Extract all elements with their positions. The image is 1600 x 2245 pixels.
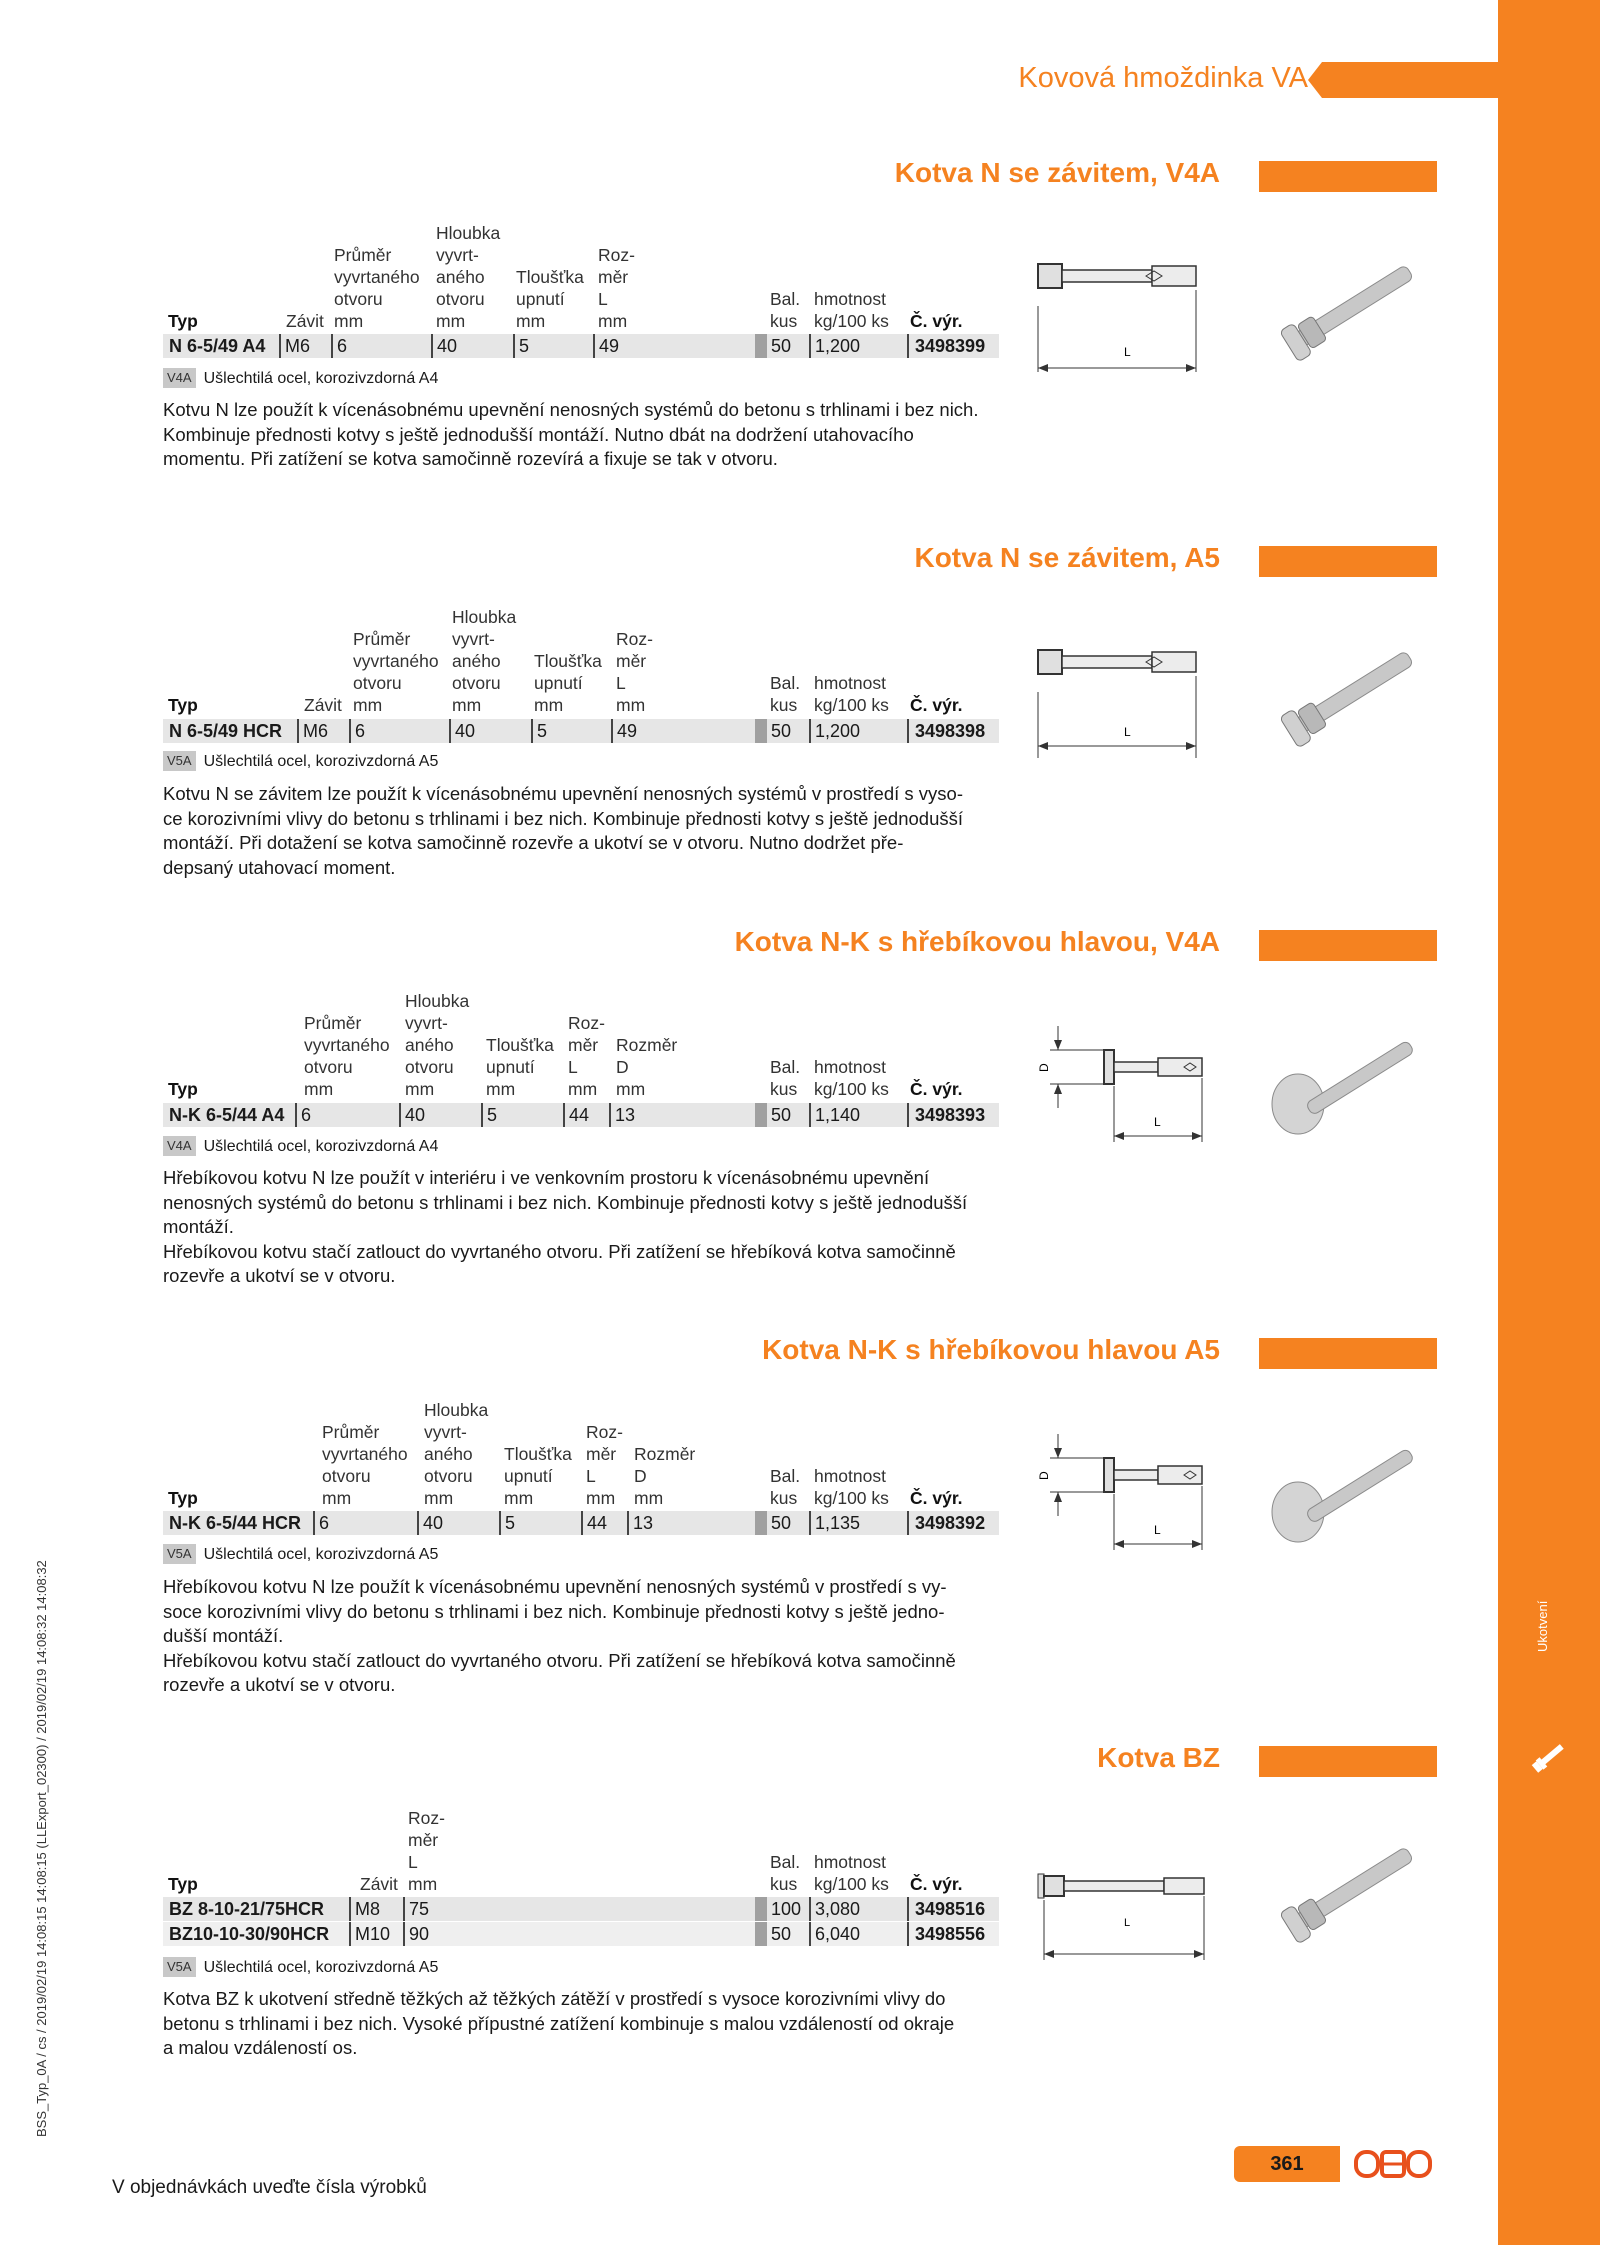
cell-hmotnost: 3,080 bbox=[809, 1897, 860, 1921]
col-header-hloubka: Hloubka vyvrt- aného otvoru mm bbox=[452, 607, 517, 715]
cell-prumer: 6 bbox=[349, 719, 365, 743]
material-note bbox=[163, 751, 438, 773]
col-header-cvyr: Č. výr. bbox=[910, 1079, 963, 1099]
col-header-typ: Typ bbox=[168, 695, 198, 715]
cell-hloubka: 40 bbox=[431, 334, 457, 358]
col-header-hmotnost: hmotnost kg/100 ks bbox=[814, 1852, 889, 1894]
anchor-technical-drawing bbox=[1034, 632, 1234, 762]
col-header-tloustka: Tloušťka upnutí mm bbox=[534, 651, 602, 715]
table-row bbox=[163, 1511, 999, 1535]
cell-rozmer-l: 75 bbox=[403, 1897, 429, 1921]
row-separator-block bbox=[755, 1897, 767, 1921]
cell-prumer: 6 bbox=[331, 334, 347, 358]
cell-rozmer-l: 44 bbox=[581, 1511, 607, 1535]
col-header-rozmer-l: Roz- měr L mm bbox=[616, 629, 653, 715]
cell-tloustka: 5 bbox=[481, 1103, 497, 1127]
cell-typ: N-K 6-5/44 A4 bbox=[169, 1105, 285, 1125]
section-title-nk-a5: Kotva N-K s hřebíkovou hlavou A5 bbox=[762, 1334, 1220, 1365]
material-note bbox=[163, 1544, 438, 1566]
section-title-nk-v4a: Kotva N-K s hřebíkovou hlavou, V4A bbox=[734, 926, 1220, 957]
dimension-label-l: L bbox=[1124, 345, 1131, 359]
cell-bal: 50 bbox=[771, 721, 792, 741]
row-separator-block bbox=[755, 334, 767, 358]
row-separator-block bbox=[755, 1922, 767, 1946]
anchor-product-photo bbox=[1262, 1022, 1436, 1146]
cell-hmotnost: 1,200 bbox=[809, 719, 860, 743]
col-header-zavit: Závit bbox=[304, 695, 342, 715]
cell-cvyr: 3498398 bbox=[907, 719, 985, 743]
side-category-label: Ukotvení bbox=[1535, 1600, 1550, 1652]
section-tab-marker bbox=[1259, 1338, 1437, 1369]
cell-prumer: 6 bbox=[295, 1103, 311, 1127]
material-badge: V5A bbox=[163, 1544, 196, 1564]
col-header-prumer: Průměr vyvrtaného otvoru mm bbox=[322, 1422, 408, 1508]
dimension-label-d: D bbox=[1037, 1063, 1051, 1072]
col-header-rozmer-l: Roz- měr L mm bbox=[586, 1422, 623, 1508]
cell-cvyr: 3498393 bbox=[907, 1103, 985, 1127]
col-header-hmotnost: hmotnost kg/100 ks bbox=[814, 1466, 889, 1508]
cell-zavit: M8 bbox=[349, 1897, 380, 1921]
table-row bbox=[163, 334, 999, 358]
section-title-n-v4a: Kotva N se závitem, V4A bbox=[894, 157, 1220, 188]
anchor-product-photo bbox=[1266, 246, 1436, 370]
row-separator-block bbox=[755, 1103, 767, 1127]
cell-bal: 50 bbox=[771, 1513, 792, 1533]
material-badge: V4A bbox=[163, 368, 196, 388]
cell-hloubka: 40 bbox=[399, 1103, 425, 1127]
col-header-hmotnost: hmotnost kg/100 ks bbox=[814, 289, 889, 331]
cell-bal: 100 bbox=[771, 1899, 802, 1919]
cell-hmotnost: 6,040 bbox=[809, 1922, 860, 1946]
print-metadata: BSS_Typ_0A / cs / 2019/02/19 14:08:15 14:08:15 (LLExport_02300) / 2019/02/19 14:08:32 14:08:32 bbox=[34, 1560, 49, 2137]
page-number: 361 bbox=[1234, 2146, 1340, 2182]
cell-cvyr: 3498556 bbox=[907, 1922, 985, 1946]
col-header-hmotnost: hmotnost kg/100 ks bbox=[814, 1057, 889, 1099]
col-header-rozmer-l: Roz- měr L mm bbox=[408, 1808, 445, 1894]
section-title-n-a5: Kotva N se závitem, A5 bbox=[914, 542, 1220, 573]
anchor-technical-drawing bbox=[1034, 1434, 1234, 1554]
col-header-tloustka: Tloušťka upnutí mm bbox=[504, 1444, 572, 1508]
col-header-cvyr: Č. výr. bbox=[910, 311, 963, 331]
col-header-rozmer-l: Roz- měr L mm bbox=[598, 245, 635, 331]
table-row bbox=[163, 1897, 999, 1921]
col-header-prumer: Průměr vyvrtaného otvoru mm bbox=[304, 1013, 390, 1099]
col-header-cvyr: Č. výr. bbox=[910, 695, 963, 715]
cell-cvyr: 3498392 bbox=[907, 1511, 985, 1535]
col-header-typ: Typ bbox=[168, 1874, 198, 1894]
col-header-zavit: Závit bbox=[360, 1874, 398, 1894]
col-header-typ: Typ bbox=[168, 311, 198, 331]
material-note bbox=[163, 368, 438, 390]
col-header-prumer: Průměr vyvrtaného otvoru mm bbox=[334, 245, 420, 331]
cell-bal: 50 bbox=[771, 336, 792, 356]
material-text: Ušlechtilá ocel, korozivzdorná A5 bbox=[203, 1959, 439, 1976]
cell-tloustka: 5 bbox=[499, 1511, 515, 1535]
section-description: Kotvu N se závitem lze použít k vícenásobnému upevnění nenosných systémů v prostředí s vyso- ce korozivními vlivy do betonu s trhlinami i bez nich. Kombinuje přednosti kotvy s ještě jednodušší montáží. Při dotažení se kotva samočinně rozevře a ukotví se v otvoru. Nutno dodržet pře- depsaný utahovací moment. bbox=[163, 783, 963, 878]
side-orange-bar bbox=[1498, 0, 1600, 2245]
page-header-title: Kovová hmoždinka VA bbox=[1018, 62, 1308, 94]
cell-hloubka: 40 bbox=[449, 719, 475, 743]
dimension-label-l: L bbox=[1154, 1523, 1161, 1537]
cell-typ: BZ10-10-30/90HCR bbox=[169, 1924, 330, 1944]
cell-rozmer-l: 90 bbox=[403, 1922, 429, 1946]
table-row bbox=[163, 1103, 999, 1127]
col-header-rozmer-l: Roz- měr L mm bbox=[568, 1013, 605, 1099]
cell-typ: N 6-5/49 HCR bbox=[169, 721, 283, 741]
cell-tloustka: 5 bbox=[513, 334, 529, 358]
col-header-hmotnost: hmotnost kg/100 ks bbox=[814, 673, 889, 715]
col-header-hloubka: Hloubka vyvrt- aného otvoru mm bbox=[424, 1400, 489, 1508]
header-tab-marker bbox=[1322, 62, 1498, 98]
table-row bbox=[163, 719, 999, 743]
cell-tloustka: 5 bbox=[531, 719, 547, 743]
dimension-label-d: D bbox=[1037, 1471, 1051, 1480]
anchor-bolt-icon bbox=[1528, 1738, 1568, 1778]
section-tab-marker bbox=[1259, 161, 1437, 192]
material-badge: V5A bbox=[163, 1957, 196, 1977]
section-tab-marker bbox=[1259, 930, 1437, 961]
col-header-rozmer-d: Rozměr D mm bbox=[634, 1444, 696, 1508]
col-header-bal: Bal. kus bbox=[770, 1466, 801, 1508]
cell-hmotnost: 1,135 bbox=[809, 1511, 860, 1535]
cell-typ: N 6-5/49 A4 bbox=[169, 336, 266, 356]
col-header-typ: Typ bbox=[168, 1488, 198, 1508]
dimension-label-l: L bbox=[1124, 1917, 1131, 1929]
material-text: Ušlechtilá ocel, korozivzdorná A4 bbox=[203, 1138, 439, 1155]
cell-hmotnost: 1,200 bbox=[809, 334, 860, 358]
col-header-typ: Typ bbox=[168, 1079, 198, 1099]
col-header-bal: Bal. kus bbox=[770, 1057, 801, 1099]
row-separator-block bbox=[755, 1511, 767, 1535]
cell-hmotnost: 1,140 bbox=[809, 1103, 860, 1127]
col-header-cvyr: Č. výr. bbox=[910, 1874, 963, 1894]
section-title-bz: Kotva BZ bbox=[1097, 1742, 1220, 1773]
section-description: Kotvu N lze použít k vícenásobnému upevnění nenosných systémů do betonu s trhlinami i bez nich. Kombinuje přednosti kotvy s ještě jednodušší montáží. Nutno dbát na dodržení utahovacího momentu. Při zatížení se kotva samočinně rozevírá a fixuje se tak v otvoru. bbox=[163, 399, 979, 469]
cell-prumer: 6 bbox=[313, 1511, 329, 1535]
material-badge: V4A bbox=[163, 1136, 196, 1156]
anchor-technical-drawing bbox=[1034, 246, 1234, 376]
anchor-technical-drawing bbox=[1034, 1850, 1234, 1970]
cell-hloubka: 40 bbox=[417, 1511, 443, 1535]
cell-zavit: M6 bbox=[297, 719, 328, 743]
dimension-label-l: L bbox=[1124, 725, 1131, 739]
material-note bbox=[163, 1957, 438, 1979]
col-header-zavit: Závit bbox=[286, 311, 324, 331]
anchor-technical-drawing bbox=[1034, 1026, 1234, 1146]
col-header-prumer: Průměr vyvrtaného otvoru mm bbox=[353, 629, 439, 715]
cell-rozmer-l: 49 bbox=[611, 719, 637, 743]
footer-note: V objednávkách uveďte čísla výrobků bbox=[112, 2177, 427, 2198]
cell-zavit: M6 bbox=[279, 334, 310, 358]
cell-zavit: M10 bbox=[349, 1922, 390, 1946]
col-header-bal: Bal. kus bbox=[770, 673, 801, 715]
row-separator-block bbox=[755, 719, 767, 743]
col-header-rozmer-d: Rozměr D mm bbox=[616, 1035, 678, 1099]
material-badge: V5A bbox=[163, 751, 196, 771]
cell-rozmer-l: 49 bbox=[593, 334, 619, 358]
col-header-hloubka: Hloubka vyvrt- aného otvoru mm bbox=[436, 223, 501, 331]
cell-rozmer-d: 13 bbox=[627, 1511, 653, 1535]
section-tab-marker bbox=[1259, 1746, 1437, 1777]
anchor-product-photo bbox=[1266, 632, 1436, 756]
cell-rozmer-d: 13 bbox=[609, 1103, 635, 1127]
material-text: Ušlechtilá ocel, korozivzdorná A5 bbox=[203, 1546, 439, 1563]
col-header-tloustka: Tloušťka upnutí mm bbox=[486, 1035, 554, 1099]
cell-cvyr: 3498399 bbox=[907, 334, 985, 358]
cell-bal: 50 bbox=[771, 1924, 792, 1944]
material-note bbox=[163, 1136, 438, 1158]
cell-typ: BZ 8-10-21/75HCR bbox=[169, 1899, 325, 1919]
cell-bal: 50 bbox=[771, 1105, 792, 1125]
anchor-product-photo bbox=[1266, 1828, 1436, 1952]
cell-rozmer-l: 44 bbox=[563, 1103, 589, 1127]
col-header-cvyr: Č. výr. bbox=[910, 1488, 963, 1508]
cell-typ: N-K 6-5/44 HCR bbox=[169, 1513, 302, 1533]
anchor-product-photo bbox=[1262, 1430, 1436, 1554]
section-tab-marker bbox=[1259, 546, 1437, 577]
col-header-tloustka: Tloušťka upnutí mm bbox=[516, 267, 584, 331]
section-description: Kotva BZ k ukotvení středně těžkých až těžkých zátěží v prostředí s vysoce korozivními vlivy do betonu s trhlinami i bez nich. Vysoké přípustné zatížení kombinuje s malou vzdáleností od okraje a malou vzdáleností os. bbox=[163, 1988, 955, 2058]
cell-cvyr: 3498516 bbox=[907, 1897, 985, 1921]
section-description: Hřebíkovou kotvu N lze použít k vícenásobnému upevnění nenosných systémů v prostředí s vy- soce korozivními vlivy do betonu s trhlinami i bez nich. Kombinuje přednosti kotvy s ještě jedno- dušší montáží. Hřebíkovou kotvu stačí zatlouct do vyvrtaného otvoru. Při zatížení se hřebíková kotva samočinně rozevře a ukotví se v otvoru. bbox=[163, 1576, 956, 1695]
col-header-hloubka: Hloubka vyvrt- aného otvoru mm bbox=[405, 991, 470, 1099]
obo-logo bbox=[1352, 2146, 1434, 2182]
section-description: Hřebíkovou kotvu N lze použít v interiéru i ve venkovním prostoru k vícenásobnému upevnění nenosných systémů do betonu s trhlinami i bez nich. Kombinuje přednosti kotvy s ještě jednodušší montáží. Hřebíkovou kotvu stačí zatlouct do vyvrtaného otvoru. Při zatížení se hřebíková kotva samočinně rozevře a ukotví se v otvoru. bbox=[163, 1167, 968, 1286]
col-header-bal: Bal. kus bbox=[770, 289, 801, 331]
col-header-bal: Bal. kus bbox=[770, 1852, 801, 1894]
material-text: Ušlechtilá ocel, korozivzdorná A5 bbox=[203, 753, 439, 770]
table-row bbox=[163, 1922, 999, 1946]
material-text: Ušlechtilá ocel, korozivzdorná A4 bbox=[203, 370, 439, 387]
dimension-label-l: L bbox=[1154, 1115, 1161, 1129]
